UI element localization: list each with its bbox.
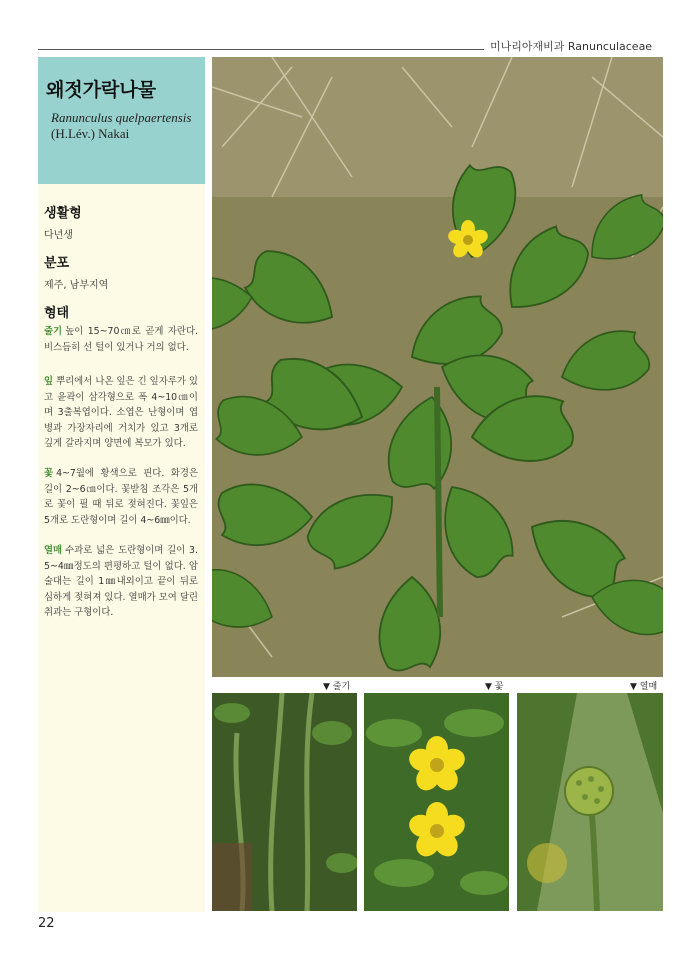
keyword-leaf: 잎 (44, 376, 54, 387)
caption-fruit: ▼ 열매 (630, 682, 658, 692)
leaf-text: 뿌리에서 나온 잎은 긴 잎자루가 있고 윤곽이 삼각형으로 폭 4~10㎝이며 3출복엽이다. 소엽은 난형이며 엽병과 가장자리에 거치가 있고 3개로 깊게 갈라지며 양면에 복모가 있다. (44, 376, 198, 449)
fruit-photo (517, 693, 663, 911)
header-rule (38, 49, 484, 50)
keyword-fruit: 열매 (44, 545, 63, 556)
distribution-heading: 분포 (44, 256, 70, 271)
main-plant-photo (212, 57, 663, 677)
scientific-name-block (51, 110, 191, 142)
keyword-flower: 꽃 (44, 468, 54, 479)
stem-photo (212, 693, 357, 911)
caption-flower: ▼ 꽃 (485, 682, 504, 692)
morphology-item-fruit (44, 543, 198, 621)
life-form-value: 다년생 (44, 230, 73, 241)
flower-photo (364, 693, 509, 911)
morphology-heading: 형태 (44, 306, 70, 321)
distribution-value: 제주, 남부지역 (44, 280, 109, 291)
korean-name: 왜젓가락나물 (46, 79, 157, 101)
page-number: 22 (38, 916, 55, 931)
morphology-item-flower (44, 466, 198, 528)
keyword-stem: 줄기 (44, 326, 63, 337)
morphology-item-leaf (44, 374, 198, 452)
title-box (38, 57, 205, 184)
stem-text: 높이 15~70㎝로 곧게 자란다. 비스듬히 선 털이 있거나 거의 없다. (44, 326, 198, 353)
fruit-text: 수과로 넓은 도란형이며 길이 3.5~4㎜정도의 편평하고 털이 없다. 암술대는 길이 1㎜내외이고 끝이 뒤로 심하게 젖혀져 있다. 열매가 모여 달린 취과는 구형이다. (44, 545, 198, 618)
flower-text: 4~7월에 황색으로 핀다. 화경은 길이 2~6㎝이다. 꽃받침 조각은 5개로 꽃이 필 때 뒤로 젖혀진다. 꽃잎은 5개로 도란형이며 길이 4~6㎜이다. (44, 468, 198, 526)
caption-stem: ▼ 줄기 (323, 682, 351, 692)
morphology-item-stem (44, 324, 198, 355)
family-header: 미나리아재비과 Ranunculaceae (490, 40, 653, 53)
life-form-heading: 생활형 (44, 206, 82, 221)
fruit-cluster (565, 767, 613, 815)
scientific-name: Ranunculus quelpaertensis (51, 110, 192, 125)
author-citation: (H.Lév.) Nakai (51, 126, 130, 141)
